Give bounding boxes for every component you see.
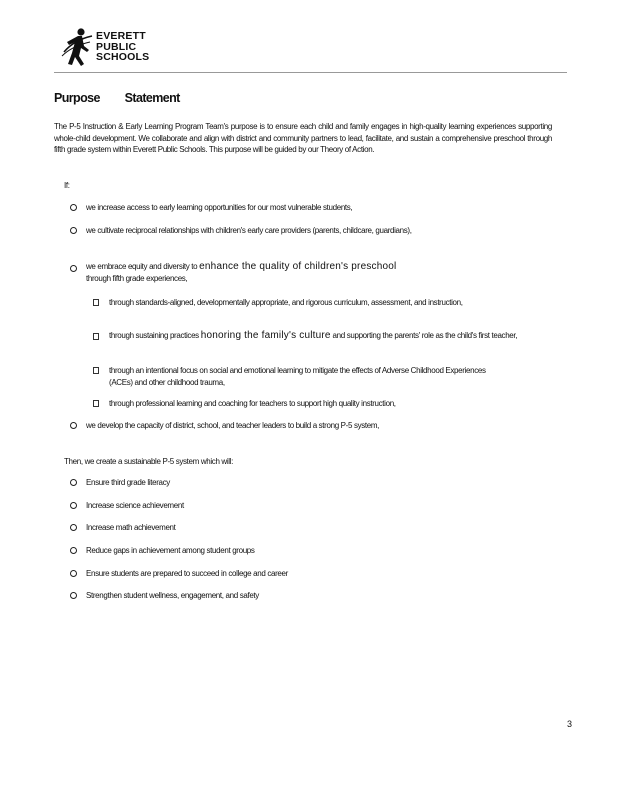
circle-bullet-icon: [70, 547, 77, 554]
circle-bullet-icon: [70, 524, 77, 531]
circle-bullet-icon: [70, 592, 77, 599]
square-bullet-icon: [93, 400, 99, 407]
logo-wordmark: EVERETT PUBLIC SCHOOLS: [96, 30, 150, 63]
square-bullet-icon: [93, 367, 99, 374]
if-label: If:: [64, 181, 70, 190]
square-bullet-icon: [93, 333, 99, 340]
page-number: 3: [567, 719, 573, 729]
circle-bullet-icon: [70, 502, 77, 509]
runner-figure-icon: [60, 26, 96, 70]
circle-bullet-icon: [70, 265, 77, 272]
circle-bullet-icon: [70, 422, 77, 429]
district-logo: [60, 26, 170, 72]
page-title: Purpose Statement: [54, 91, 180, 105]
square-bullet-icon: [93, 299, 99, 306]
intro-paragraph: The P-5 Instruction & Early Learning Program Team's purpose is to ensure each child and family engages in high-quality learning experiences supporting whole-child development. We collaborate and align with district and community partners to lead, facilitate, and sustain a comprehensive preschool through fifth grade system within Everett Public Schools. This purpose will be guided by our Theory of Action.: [54, 122, 552, 155]
circle-bullet-icon: [70, 204, 77, 211]
header-divider: [54, 72, 567, 73]
circle-bullet-icon: [70, 570, 77, 577]
circle-bullet-icon: [70, 227, 77, 234]
then-label: Then, we create a sustainable P-5 system which will:: [64, 457, 233, 466]
circle-bullet-icon: [70, 479, 77, 486]
